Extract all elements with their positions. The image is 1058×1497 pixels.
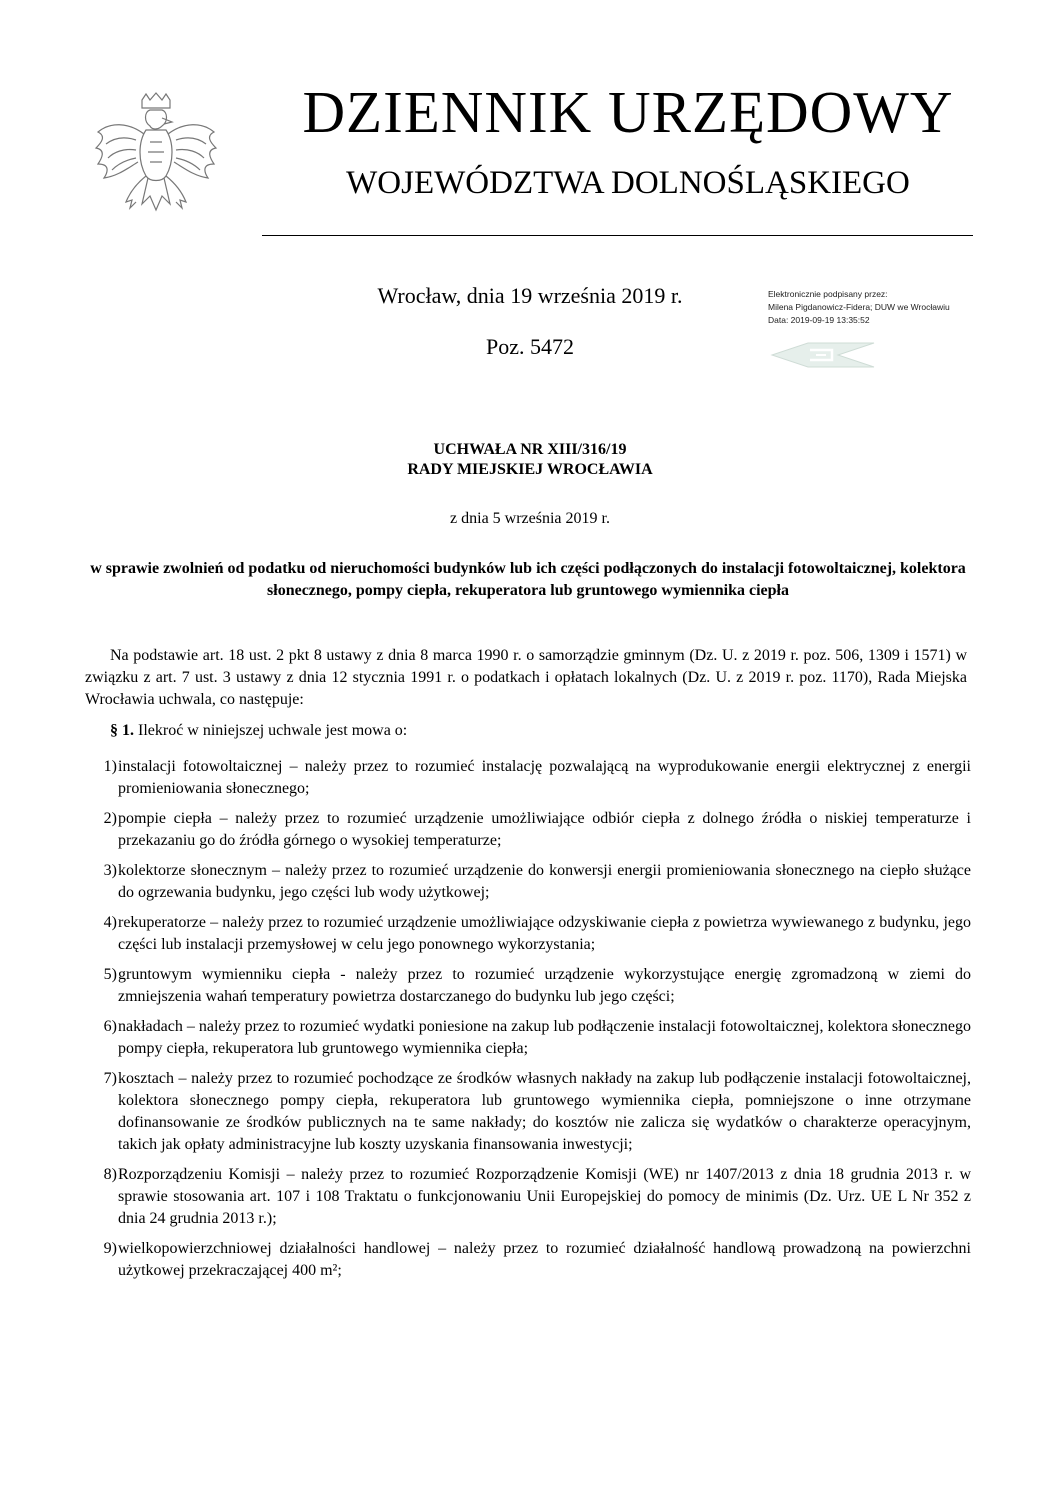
definitions-list [85, 756, 971, 1290]
list-item-number: 3) [103, 862, 117, 879]
electronic-signature [768, 288, 1018, 327]
list-item-text: rekuperatorze – należy przez to rozumieć urządzenie umożliwiające odzyskiwanie ciepła z powietrza wywiewanego z budynku, jego części lub instalacji przemysłowej w celu jego ponownego wykorzystania; [118, 914, 971, 953]
list-item [85, 912, 971, 956]
signature-check-icon [768, 340, 878, 370]
polish-eagle-emblem-icon [92, 92, 220, 232]
list-item-text: instalacji fotowoltaicznej – należy przez to rozumieć instalację pozwalającą na wyprodukowanie energii elektrycznej z energii promieniowania słonecznego; [118, 758, 971, 797]
list-item [85, 1164, 971, 1230]
signature-signer: Milena Pigdanowicz-Fidera; DUW we Wrocławiu [768, 302, 950, 312]
list-item [85, 1016, 971, 1060]
list-item-text: kolektorze słonecznym – należy przez to rozumieć urządzenie do konwersji energii promieniowania słonecznego na ciepło służące do ogrzewania budynku, jego części lub wody użytkowej; [118, 862, 971, 901]
resolution-issuer: RADY MIEJSKIEJ WROCŁAWIA [407, 461, 653, 478]
journal-subtitle: WOJEWÓDZTWA DOLNOŚLĄSKIEGO [346, 165, 910, 201]
resolution-subject: w sprawie zwolnień od podatku od nieruchomości budynków lub ich części podłączonych do instalacji fotowoltaicznej, kolektora słonecznego, pompy ciepła, rekuperatora lub gruntowego wymiennika ciepła [90, 560, 966, 599]
legal-basis-paragraph: Na podstawie art. 18 ust. 2 pkt 8 ustawy z dnia 8 marca 1990 r. o samorządzie gminnym (Dz. U. z 2019 r. poz. 506, 1309 i 1571) w związku z art. 7 ust. 3 ustawy z dnia 12 stycznia 1991 r. o podatkach i opłatach lokalnych (Dz. U. z 2019 r. poz. 1170), Rada Miejska Wrocławia uchwala, co następuje: [85, 647, 967, 708]
list-item-number: 1) [103, 758, 117, 775]
list-item-number: 6) [103, 1018, 117, 1035]
list-item-number: 7) [103, 1070, 117, 1087]
list-item-number: 9) [103, 1240, 117, 1257]
journal-title: DZIENNIK URZĘDOWY [302, 79, 954, 145]
list-item [85, 808, 971, 852]
resolution-date: z dnia 5 września 2019 r. [450, 510, 610, 527]
issue-position: Poz. 5472 [486, 334, 574, 359]
list-item-text: wielkopowierzchniowej działalności handlowej – należy przez to rozumieć działalność handlową prowadzoną na powierzchni użytkowej przekraczającej 400 m²; [118, 1240, 971, 1279]
list-item [85, 1068, 971, 1156]
signature-label: Elektronicznie podpisany przez: [768, 289, 888, 299]
list-item [85, 964, 971, 1008]
list-item-text: pompie ciepła – należy przez to rozumieć urządzenie umożliwiające odbiór ciepła z dolnego źródła o niskiej temperaturze i przekazaniu go do źródła górnego o wysokiej temperaturze; [118, 810, 971, 849]
list-item-text: kosztach – należy przez to rozumieć pochodzące ze środków własnych nakłady na zakup lub podłączenie instalacji fotowoltaicznej, kolektora słonecznego pompy ciepła, rekuperatora lub gruntowego wymiennika ciepła, pomniejszone o inne otrzymane dofinansowanie ze środków publicznych na te same nakłady; do kosztów nie zalicza się wydatków o charakterze operacyjnym, takich jak opłaty administracyjne lub koszty uzyskania finansowania inwestycji; [118, 1070, 971, 1153]
resolution-title [60, 440, 1000, 480]
list-item [85, 860, 971, 904]
list-item-text: Rozporządzeniu Komisji – należy przez to rozumieć Rozporządzenie Komisji (WE) nr 1407/2013 z dnia 18 grudnia 2013 r. w sprawie stosowania art. 107 i 108 Traktatu o funkcjonowaniu Unii Europejskiej do pomocy de minimis (Dz. Urz. UE L Nr 352 z dnia 24 grudnia 2013 r.); [118, 1166, 971, 1227]
issue-date: Wrocław, dnia 19 września 2019 r. [377, 283, 683, 308]
list-item-number: 4) [103, 914, 117, 931]
list-item-number: 5) [103, 966, 117, 983]
section-1-intro [110, 720, 970, 742]
section-1-marker: § 1. [110, 722, 134, 739]
section-1-text: Ilekroć w niniejszej uchwale jest mowa o: [138, 722, 408, 739]
list-item-number: 8) [103, 1166, 117, 1183]
resolution-number: UCHWAŁA NR XIII/316/19 [433, 441, 627, 458]
list-item-text: nakładach – należy przez to rozumieć wydatki poniesione na zakup lub podłączenie instalacji fotowoltaicznej, kolektora słonecznego pompy ciepła, rekuperatora lub gruntowego wymiennika ciepła; [118, 1018, 971, 1057]
list-item [85, 756, 971, 800]
signature-date: Data: 2019-09-19 13:35:52 [768, 315, 870, 325]
list-item-number: 2) [103, 810, 117, 827]
list-item [85, 1238, 971, 1282]
list-item-text: gruntowym wymienniku ciepła - należy przez to rozumieć urządzenie wykorzystujące energię zgromadzoną w ziemi do zmniejszenia wahań temperatury powietrza dostarczanego do budynku lub jego części; [118, 966, 971, 1005]
masthead-divider [262, 235, 973, 236]
